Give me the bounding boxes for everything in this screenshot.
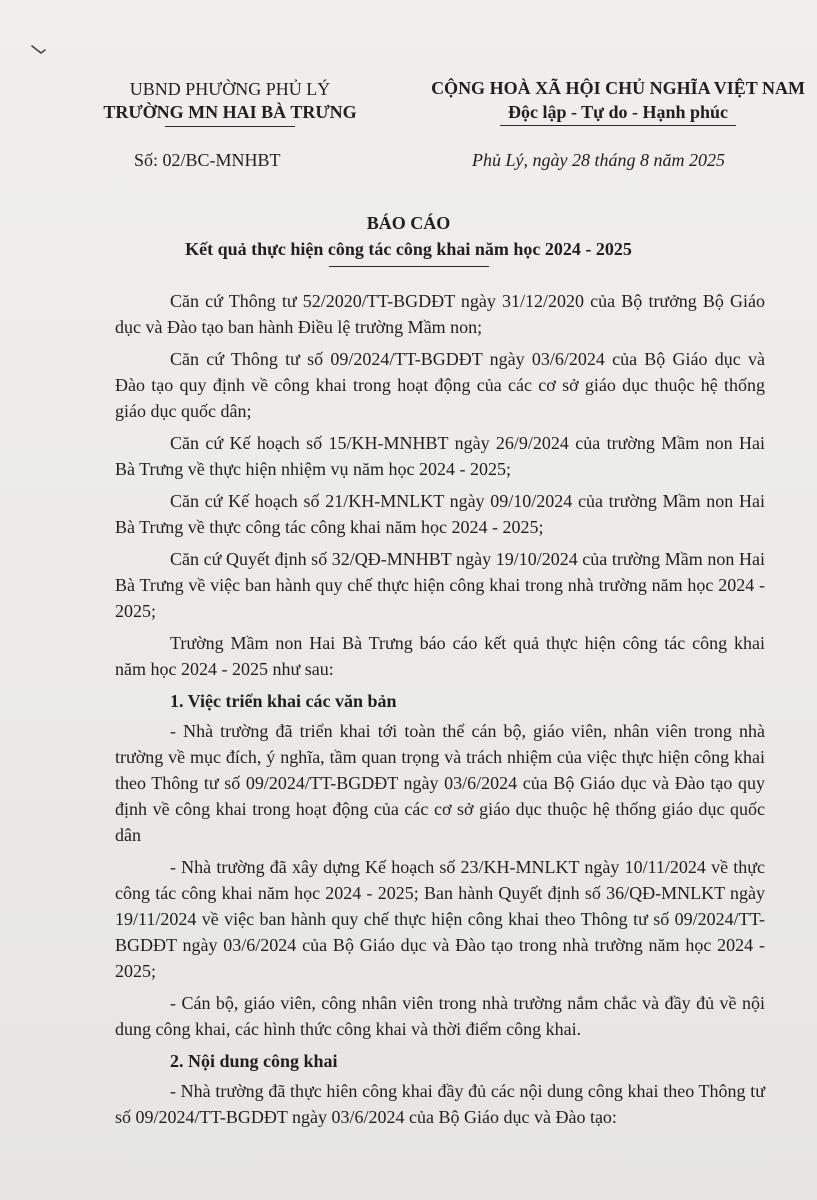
header-right-underline — [500, 125, 736, 126]
body-paragraph: - Nhà trường đã xây dựng Kế hoạch số 23/KH-MNLKT ngày 10/11/2024 về thực công tác công khai năm học 2024 - 2025; Ban hành Quyết định số 36/QĐ-MNLKT ngày 19/11/2024 về việc ban hành quy chế thực hiện công khai theo Thông tư số 09/2024/TT-BGDĐT ngày 03/6/2024 của Bộ Giáo dục và Đào tạo trong nhà trường năm học 2024 - 2025; — [115, 857, 765, 981]
body-paragraph: Căn cứ Thông tư 52/2020/TT-BGDĐT ngày 31/12/2020 của Bộ trưởng Bộ Giáo dục và Đào tạo ban hành Điều lệ trường Mầm non; — [115, 291, 765, 337]
body-paragraph: Căn cứ Kế hoạch số 15/KH-MNHBT ngày 26/9/2024 của trường Mầm non Hai Bà Trưng về thực hiện nhiệm vụ năm học 2024 - 2025; — [115, 433, 765, 479]
body-paragraph: - Nhà trường đã triển khai tới toàn thể cán bộ, giáo viên, nhân viên trong nhà trường về mục đích, ý nghĩa, tầm quan trọng và trách nhiệm của việc thực hiện công khai theo Thông tư số 09/2024/TT-BGDĐT ngày 03/6/2024 của Bộ Giáo dục và Đào tạo quy định về công khai trong hoạt động của các cơ sở giáo dục thuộc hệ thống giáo dục quốc dân — [115, 721, 765, 845]
national-header-block — [418, 76, 817, 126]
body-paragraph: Trường Mầm non Hai Bà Trưng báo cáo kết quả thực hiện công tác công khai năm học 2024 - 2025 như sau: — [115, 633, 765, 679]
report-title: BÁO CÁO — [366, 213, 451, 233]
body-paragraph: - Cán bộ, giáo viên, công nhân viên trong nhà trường nắm chắc và đầy đủ về nội dung công khai, các hình thức công khai và thời điểm công khai. — [115, 993, 765, 1039]
title-underline — [329, 266, 489, 267]
report-title-block — [0, 210, 817, 267]
report-subtitle: Kết quả thực hiện công tác công khai năm học 2024 - 2025 — [185, 239, 632, 259]
body-paragraph: Căn cứ Quyết định số 32/QĐ-MNHBT ngày 19/10/2024 của trường Mầm non Hai Bà Trưng về việc ban hành quy chế thực hiện công khai trong nhà trường năm học 2024 - 2025; — [115, 549, 765, 621]
section-heading: 2. Nội dung công khai — [170, 1051, 338, 1071]
body-paragraph: - Nhà trường đã thực hiên công khai đầy đủ các nội dung công khai theo Thông tư số 09/2024/TT-BGDĐT ngày 03/6/2024 của Bộ Giáo dục và Đào tạo: — [115, 1081, 765, 1127]
issuing-authority-block — [100, 78, 360, 127]
report-body — [115, 288, 765, 1136]
country-name: CỘNG HOÀ XÃ HỘI CHỦ NGHĨA VIỆT NAM — [431, 78, 805, 98]
document-date: Phủ Lý, ngày 28 tháng 8 năm 2025 — [472, 150, 725, 170]
org-name: UBND PHƯỜNG PHỦ LÝ — [129, 79, 331, 99]
national-motto: Độc lập - Tự do - Hạnh phúc — [507, 102, 729, 122]
document-number: Số: 02/BC-MNHBT — [134, 150, 281, 170]
school-name: TRƯỜNG MN HAI BÀ TRƯNG — [103, 102, 357, 122]
header-left-underline — [165, 126, 295, 127]
section-heading: 1. Việc triển khai các văn bản — [170, 691, 397, 711]
body-paragraph: Căn cứ Kế hoạch số 21/KH-MNLKT ngày 09/10/2024 của trường Mầm non Hai Bà Trưng về thực công tác công khai năm học 2024 - 2025; — [115, 491, 765, 537]
pen-mark-icon — [30, 44, 48, 58]
body-paragraph: Căn cứ Thông tư số 09/2024/TT-BGDĐT ngày 03/6/2024 của Bộ Giáo dục và Đào tạo quy định về công khai trong hoạt động của các cơ sở giáo dục thuộc hệ thống giáo dục quốc dân; — [115, 349, 765, 421]
